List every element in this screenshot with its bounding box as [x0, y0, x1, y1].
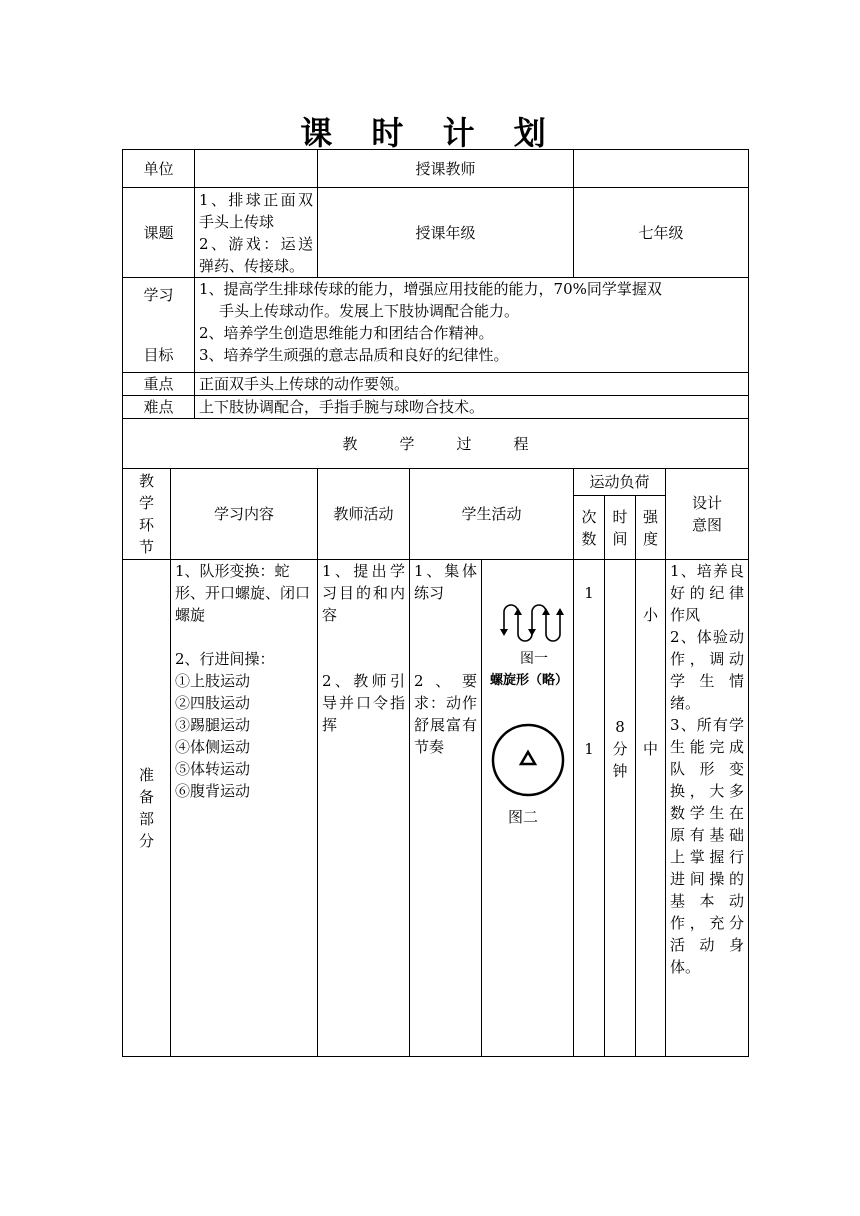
- teacher-value: [574, 150, 749, 188]
- process-title-text: 教学过程: [342, 434, 571, 453]
- topic-value: 1、排球正面双手头上传球 2、游戏：运送弹药、传接球。: [195, 188, 318, 278]
- col-intensity: 强 度: [636, 496, 666, 560]
- objective-item: 手头上传球动作。发展上下肢协调配合能力。: [219, 302, 520, 320]
- difficulty-label: 难点: [123, 396, 195, 419]
- col-teacher: 教师活动: [318, 469, 410, 560]
- unit-label: 单位: [123, 150, 195, 188]
- page-title: 课 时 计 划: [300, 114, 560, 152]
- col-load: 运动负荷: [574, 469, 666, 496]
- col-student: 学生活动: [410, 469, 574, 560]
- col-time: 时 间: [605, 496, 636, 560]
- col-content: 学习内容: [171, 469, 318, 560]
- objectives-label-line-2: 目标: [143, 346, 174, 364]
- prep-count: [574, 560, 605, 1057]
- prep-intensity-2: 中: [643, 740, 659, 758]
- prep-time-value: 8 分 钟: [612, 718, 628, 780]
- lesson-plan-table: [122, 149, 749, 1057]
- prep-formation-figures: [482, 560, 574, 1057]
- prep-count-1: 1: [584, 584, 594, 602]
- prep-stage: 准 备 部 分: [123, 560, 171, 1057]
- prep-intensity: [636, 560, 666, 1057]
- figure-1-caption: 螺旋形（略）: [490, 673, 569, 688]
- grade-label: 授课年级: [318, 188, 574, 278]
- prep-intensity-1: 小: [643, 606, 659, 624]
- figure-2-label: 图二: [508, 808, 539, 826]
- prep-design-intent: 1、培养良好的纪律作风 2、体验动作，调动学生情绪。 3、所有学生能完成队形变换，大多数学生在原有基础上掌握行进间操的基本动作，充分活动身体。: [666, 560, 749, 1057]
- unit-value: [195, 150, 318, 188]
- prep-time: [605, 560, 636, 1057]
- key-point-label: 重点: [123, 373, 195, 396]
- prep-student-activity: 1、集体练习 2、要求：动作舒展富有节奏: [410, 560, 482, 1057]
- col-design: 设计 意图: [666, 469, 749, 560]
- objectives-label: [123, 278, 195, 373]
- circle-formation-icon: [488, 720, 568, 800]
- objective-item: 1、提高学生排球传球的能力，增强应用技能的能力，70%同学掌握双: [199, 280, 662, 298]
- figure-1-label: 图一: [520, 651, 549, 667]
- col-count: 次 数: [574, 496, 605, 560]
- col-stage: 教 学 环 节: [123, 469, 171, 560]
- objective-item: 2、培养学生创造思维能力和团结合作精神。: [199, 324, 494, 342]
- objective-item: 3、培养学生顽强的意志品质和良好的纪律性。: [199, 346, 509, 364]
- teacher-label: 授课教师: [318, 150, 574, 188]
- key-point-value: 正面双手头上传球的动作要领。: [195, 373, 749, 396]
- grade-value: 七年级: [574, 188, 749, 278]
- prep-content: 1、队形变换：蛇形、开口螺旋、闭口螺旋 2、行进间操： ①上肢运动 ②四肢运动 ③踢腿运动 ④体侧运动 ⑤体转运动 ⑥腹背运动: [171, 560, 318, 1057]
- difficulty-value: 上下肢协调配合，手指手腕与球吻合技术。: [195, 396, 749, 419]
- prep-count-2: 1: [584, 740, 594, 758]
- topic-label: 课题: [123, 188, 195, 278]
- objectives-list: [195, 278, 749, 373]
- process-title: [123, 419, 749, 469]
- objectives-label-line-1: 学习: [143, 286, 174, 304]
- prep-teacher-activity: 1、提出学习目的和内容 2、教师引导并口令指挥: [318, 560, 410, 1057]
